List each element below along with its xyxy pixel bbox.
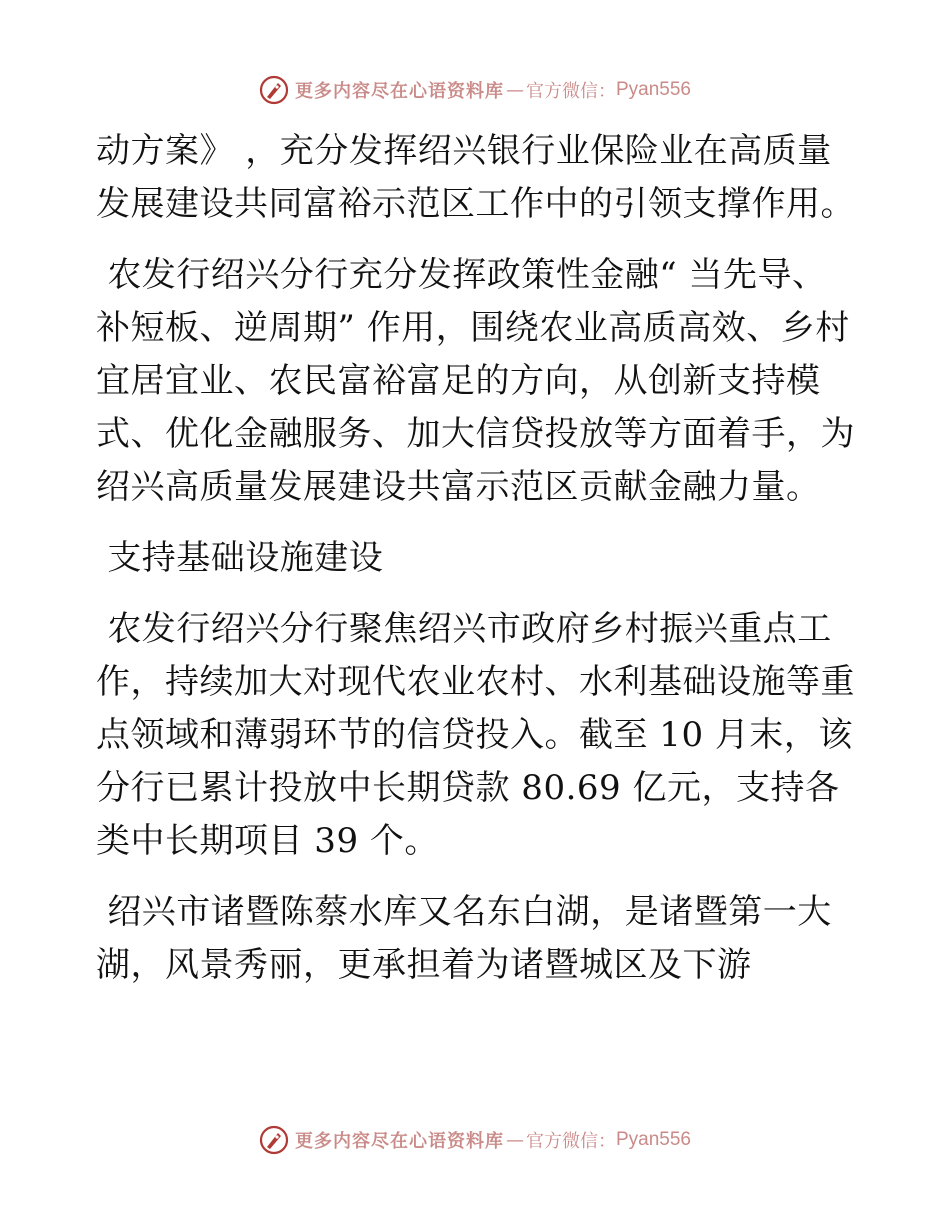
header-watermark	[0, 70, 950, 110]
watermark-wechat-id: Pyan556	[615, 79, 691, 100]
section-heading: 支持基础设施建设	[96, 538, 384, 578]
paragraph: 绍兴市诸暨陈蔡水库又名东白湖，是诸暨第一大湖，风景秀丽，更承担着为诸暨城区及下游	[96, 892, 832, 985]
watermark-official-label: 官方微信：	[525, 1131, 616, 1152]
paragraph: 动方案》 ，充分发挥绍兴银行业保险业在高质量发展建设共同富裕示范区工作中的引领支撑作用。	[96, 131, 855, 224]
watermark-brand: 更多内容尽在心语资料库	[294, 81, 504, 102]
paragraph: 农发行绍兴分行聚焦绍兴市政府乡村振兴重点工作，持续加大对现代农业农村、水利基础设施等重点领域和薄弱环节的信贷投入。截至 10 月末，该分行已累计投放中长期贷款 80.69 亿元，支持各类中长期项目 39 个。	[96, 609, 855, 861]
watermark-dash: —	[505, 79, 524, 101]
pen-nib-logo-icon	[259, 75, 289, 105]
watermark-official-label: 官方微信：	[525, 81, 616, 102]
document-body	[96, 125, 856, 1010]
watermark-dash: —	[505, 1129, 524, 1151]
watermark-wechat-id: Pyan556	[615, 1129, 691, 1150]
watermark-brand: 更多内容尽在心语资料库	[294, 1131, 504, 1152]
pen-nib-logo-icon	[259, 1125, 289, 1155]
paragraph: 农发行绍兴分行充分发挥政策性金融“ 当先导、补短板、逆周期” 作用，围绕农业高质高效、乡村宜居宜业、农民富裕富足的方向，从创新支持模式、优化金融服务、加大信贷投放等方面着手，为绍兴高质量发展建设共富示范区贡献金融力量。	[96, 255, 855, 507]
footer-watermark	[0, 1120, 950, 1160]
